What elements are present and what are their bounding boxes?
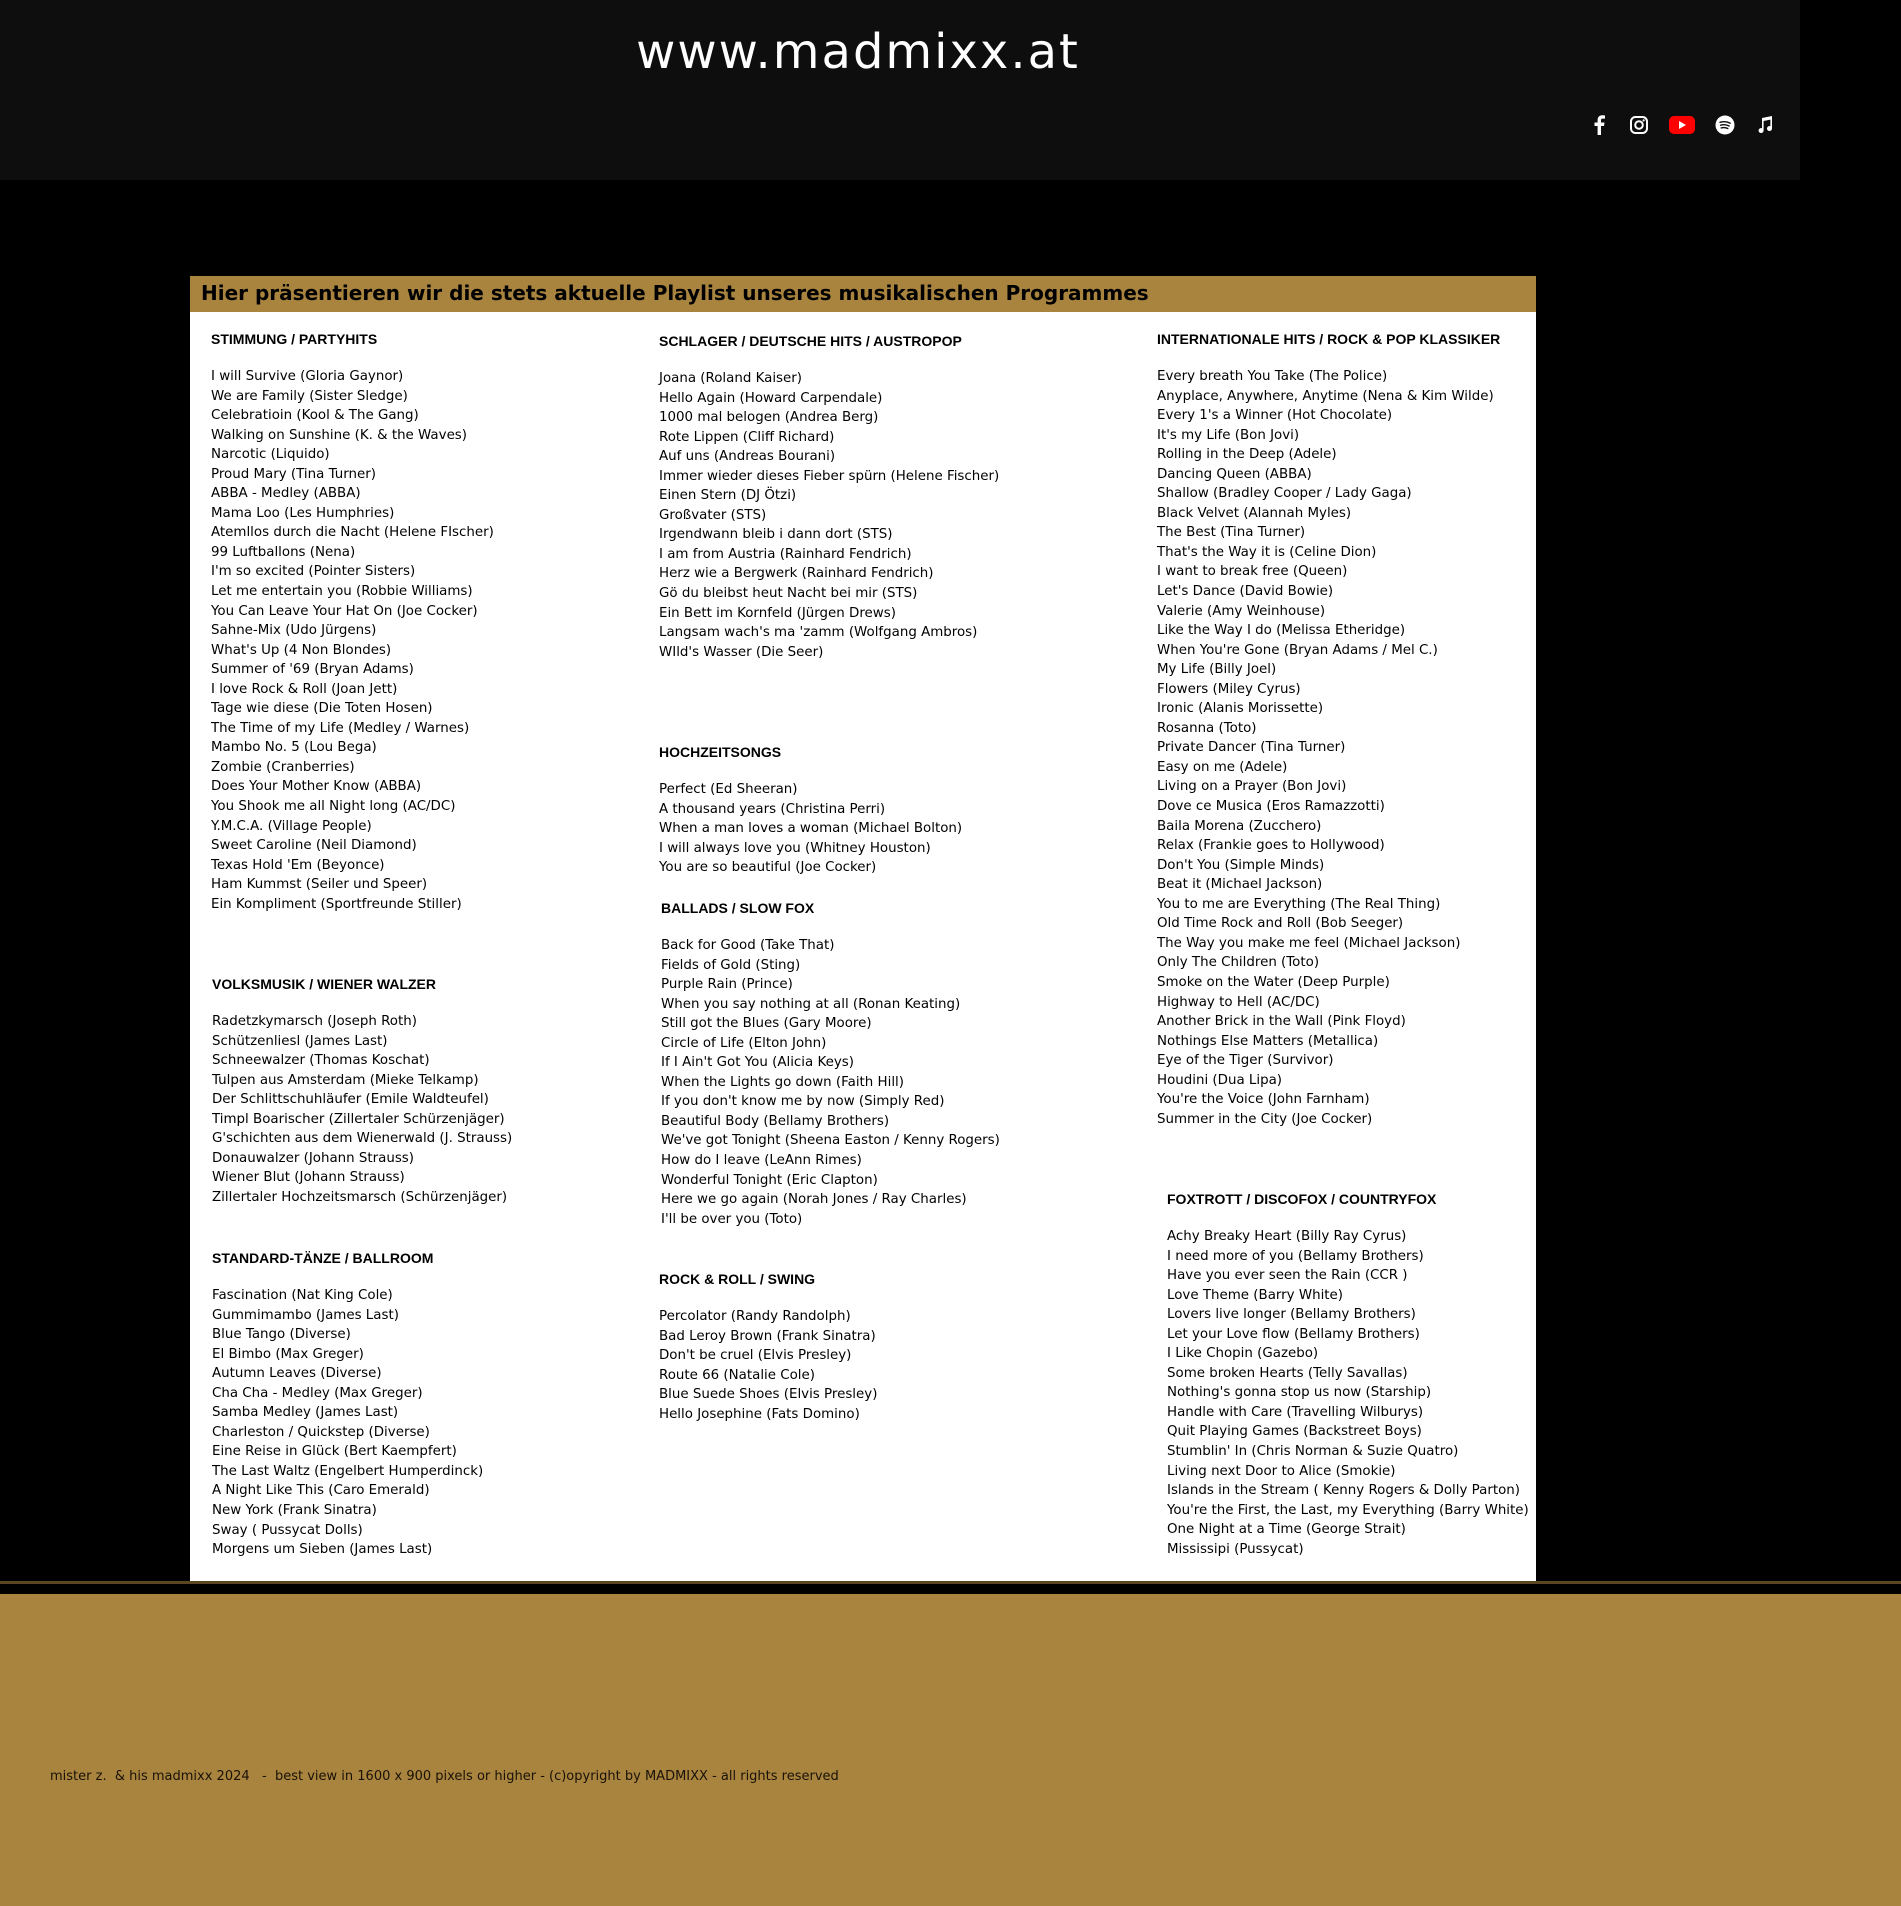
song-item: Smoke on the Water (Deep Purple) — [1157, 974, 1390, 990]
song-item: Fields of Gold (Sting) — [661, 957, 801, 973]
song-item: Celebratioin (Kool & The Gang) — [211, 408, 419, 424]
song-item: Blue Suede Shoes (Elvis Presley) — [659, 1387, 878, 1403]
song-item: Ein Kompliment (Sportfreunde Stiller) — [211, 896, 462, 912]
song-item: El Bimbo (Max Greger) — [212, 1346, 364, 1362]
song-item: Lovers live longer (Bellamy Brothers) — [1167, 1307, 1416, 1323]
song-item: Like the Way I do (Melissa Etheridge) — [1157, 623, 1406, 639]
song-item: WIld's Wasser (Die Seer) — [659, 644, 824, 660]
song-item: Auf uns (Andreas Bourani) — [659, 449, 836, 465]
song-item: When the Lights go down (Faith Hill) — [661, 1074, 904, 1090]
song-item: A Night Like This (Caro Emerald) — [212, 1483, 430, 1499]
song-item: Morgens um Sieben (James Last) — [212, 1542, 433, 1558]
song-item: Y.M.C.A. (Village People) — [211, 818, 372, 834]
song-item: Ein Bett im Kornfeld (Jürgen Drews) — [659, 605, 896, 621]
song-item: Samba Medley (James Last) — [212, 1405, 399, 1421]
song-item: Großvater (STS) — [659, 507, 767, 523]
song-item: I love Rock & Roll (Joan Jett) — [211, 681, 398, 697]
song-item: I'll be over you (Toto) — [661, 1211, 803, 1227]
song-item: Ironic (Alanis Morissette) — [1157, 701, 1324, 717]
song-item: Timpl Boarischer (Zillertaler Schürzenjäger) — [212, 1111, 505, 1127]
song-item: When a man loves a woman (Michael Bolton) — [659, 821, 963, 837]
song-item: G'schichten aus dem Wienerwald (J. Strauss) — [212, 1131, 513, 1147]
song-item: It's my Life (Bon Jovi) — [1157, 427, 1300, 443]
song-item: You're the First, the Last, my Everything (Barry White) — [1167, 1502, 1529, 1518]
song-item: Here we go again (Norah Jones / Ray Charles) — [661, 1192, 967, 1208]
song-item: A thousand years (Christina Perri) — [659, 801, 886, 817]
song-item: You Shook me all Night long (AC/DC) — [211, 799, 456, 815]
song-item: Flowers (Miley Cyrus) — [1157, 681, 1301, 697]
song-item: Beat it (Michael Jackson) — [1157, 877, 1323, 893]
song-item: Tage wie diese (Die Toten Hosen) — [211, 701, 433, 717]
song-item: What's Up (4 Non Blondes) — [211, 642, 392, 658]
youtube-icon[interactable] — [1664, 113, 1700, 137]
song-item: Private Dancer (Tina Turner) — [1157, 740, 1346, 756]
section-title: STANDARD-TÄNZE / BALLROOM — [212, 1250, 434, 1266]
song-item: Let's Dance (David Bowie) — [1157, 584, 1334, 600]
song-item: Hello Again (Howard Carpendale) — [659, 390, 883, 406]
song-item: I am from Austria (Rainhard Fendrich) — [659, 546, 912, 562]
song-item: Have you ever seen the Rain (CCR ) — [1167, 1268, 1408, 1284]
song-item: Black Velvet (Alannah Myles) — [1157, 505, 1352, 521]
song-item: My Life (Billy Joel) — [1157, 662, 1277, 678]
song-item: Schützenliesl (James Last) — [212, 1033, 388, 1049]
song-item: Every breath You Take (The Police) — [1157, 369, 1388, 384]
song-item: Another Brick in the Wall (Pink Floyd) — [1157, 1014, 1406, 1030]
song-item: Perfect (Ed Sheeran) — [659, 782, 798, 797]
song-item: We are Family (Sister Sledge) — [211, 388, 408, 404]
song-item: Don't You (Simple Minds) — [1157, 857, 1325, 873]
section-title: FOXTROTT / DISCOFOX / COUNTRYFOX — [1167, 1191, 1437, 1207]
song-item: Still got the Blues (Gary Moore) — [661, 1016, 872, 1032]
site-header — [0, 0, 1800, 180]
playlist-panel — [190, 276, 1536, 1581]
song-item: Living on a Prayer (Bon Jovi) — [1157, 779, 1347, 795]
song-item: Let me entertain you (Robbie Williams) — [211, 584, 473, 600]
song-item: Islands in the Stream ( Kenny Rogers & Dolly Parton) — [1167, 1483, 1520, 1499]
song-item: Ham Kummst (Seiler und Speer) — [211, 877, 428, 893]
song-item: Let your Love flow (Bellamy Brothers) — [1167, 1326, 1420, 1342]
song-item: Gummimambo (James Last) — [212, 1307, 399, 1323]
song-item: Narcotic (Liquido) — [211, 447, 330, 463]
song-item: Eine Reise in Glück (Bert Kaempfert) — [212, 1444, 457, 1460]
song-item: Relax (Frankie goes to Hollywood) — [1157, 838, 1385, 854]
song-item: Einen Stern (DJ Ötzi) — [659, 488, 797, 504]
song-item: Bad Leroy Brown (Frank Sinatra) — [659, 1328, 876, 1344]
song-item: Zombie (Cranberries) — [211, 759, 355, 775]
site-title[interactable]: www.madmixx.at — [636, 24, 1080, 80]
spotify-icon[interactable] — [1710, 113, 1740, 137]
section-standard — [212, 1250, 483, 1560]
section-rocknroll — [659, 1271, 877, 1424]
song-item: Sweet Caroline (Neil Diamond) — [211, 838, 417, 854]
song-item: Wiener Blut (Johann Strauss) — [212, 1170, 405, 1186]
song-item: Blue Tango (Diverse) — [212, 1327, 351, 1343]
section-hochzeit — [659, 744, 962, 878]
song-item: We've got Tonight (Sheena Easton / Kenny Rogers) — [661, 1133, 1000, 1149]
song-item: Rolling in the Deep (Adele) — [1157, 447, 1337, 463]
section-international — [1157, 331, 1500, 1129]
facebook-icon[interactable] — [1584, 113, 1614, 137]
song-item: Autumn Leaves (Diverse) — [212, 1366, 382, 1382]
song-item: Some broken Hearts (Telly Savallas) — [1167, 1365, 1408, 1381]
section-title: BALLADS / SLOW FOX — [661, 900, 815, 916]
song-item: Texas Hold 'Em (Beyonce) — [211, 857, 385, 873]
section-title: INTERNATIONALE HITS / ROCK & POP KLASSIKER — [1157, 331, 1501, 347]
section-title: SCHLAGER / DEUTSCHE HITS / AUSTROPOP — [659, 333, 962, 349]
song-item: ABBA - Medley (ABBA) — [211, 486, 361, 502]
song-item: Fascination (Nat King Cole) — [212, 1288, 393, 1303]
song-item: When You're Gone (Bryan Adams / Mel C.) — [1157, 642, 1438, 658]
section-title: ROCK & ROLL / SWING — [659, 1271, 816, 1287]
song-item: Circle of Life (Elton John) — [661, 1035, 827, 1051]
song-item: Proud Mary (Tina Turner) — [211, 466, 376, 482]
music-note-icon[interactable] — [1750, 113, 1780, 137]
song-item: Percolator (Randy Randolph) — [659, 1309, 851, 1324]
song-item: Atemllos durch die Nacht (Helene FIscher) — [211, 525, 494, 541]
copyright-text: mister z. & his madmixx 2024 - best view in 1600 x 900 pixels or higher - (c)opyright by MADMIXX - all rights reserved — [50, 1769, 839, 1784]
song-item: 1000 mal belogen (Andrea Berg) — [659, 410, 879, 426]
song-item: If you don't know me by now (Simply Red) — [661, 1094, 945, 1110]
song-item: Langsam wach's ma 'zamm (Wolfgang Ambros) — [659, 625, 978, 641]
song-item: Herz wie a Bergwerk (Rainhard Fendrich) — [659, 566, 934, 582]
song-item: Joana (Roland Kaiser) — [659, 371, 803, 386]
song-item: Baila Morena (Zucchero) — [1157, 818, 1322, 834]
song-item: Tulpen aus Amsterdam (Mieke Telkamp) — [212, 1072, 479, 1088]
song-item: Mama Loo (Les Humphries) — [211, 505, 395, 521]
divider — [0, 1581, 1901, 1584]
song-item: Nothings Else Matters (Metallica) — [1157, 1033, 1379, 1049]
song-item: Sahne-Mix (Udo Jürgens) — [211, 623, 377, 639]
song-item: Summer of '69 (Bryan Adams) — [211, 662, 414, 678]
song-item: Route 66 (Natalie Cole) — [659, 1367, 815, 1383]
song-item: Highway to Hell (AC/DC) — [1157, 994, 1320, 1010]
song-item: Living next Door to Alice (Smokie) — [1167, 1463, 1396, 1479]
song-item: Der Schlittschuhläufer (Emile Waldteufel) — [212, 1092, 489, 1108]
section-title: VOLKSMUSIK / WIENER WALZER — [212, 976, 436, 992]
song-item: I'm so excited (Pointer Sisters) — [211, 564, 416, 580]
song-item: That's the Way it is (Celine Dion) — [1157, 544, 1377, 560]
song-item: 99 Luftballons (Nena) — [211, 544, 356, 560]
song-item: Dove ce Musica (Eros Ramazzotti) — [1157, 799, 1385, 815]
song-item: I need more of you (Bellamy Brothers) — [1167, 1248, 1424, 1264]
song-item: You're the Voice (John Farnham) — [1157, 1092, 1370, 1108]
song-item: You are so beautiful (Joe Cocker) — [659, 860, 877, 876]
song-item: Mississipi (Pussycat) — [1167, 1541, 1304, 1557]
song-item: How do I leave (LeAnn Rimes) — [661, 1153, 862, 1169]
song-item: New York (Frank Sinatra) — [212, 1503, 377, 1519]
song-item: The Time of my Life (Medley / Warnes) — [211, 720, 470, 736]
song-item: The Best (Tina Turner) — [1157, 525, 1306, 541]
song-item: I will always love you (Whitney Houston) — [659, 840, 931, 856]
playlist-title: Hier präsentieren wir die stets aktuelle Playlist unseres musikalischen Programmes — [190, 276, 1536, 312]
instagram-icon[interactable] — [1624, 113, 1654, 137]
song-item: Nothing's gonna stop us now (Starship) — [1167, 1385, 1432, 1401]
song-item: Mambo No. 5 (Lou Bega) — [211, 740, 377, 756]
song-item: Love Theme (Barry White) — [1167, 1287, 1344, 1303]
song-item: Achy Breaky Heart (Billy Ray Cyrus) — [1167, 1229, 1407, 1244]
song-item: Rote Lippen (Cliff Richard) — [659, 429, 835, 445]
section-title: STIMMUNG / PARTYHITS — [211, 331, 378, 347]
song-item: Radetzkymarsch (Joseph Roth) — [212, 1014, 417, 1029]
song-item: When you say nothing at all (Ronan Keating) — [661, 996, 961, 1012]
song-item: Old Time Rock and Roll (Bob Seeger) — [1157, 916, 1404, 932]
song-item: Anyplace, Anywhere, Anytime (Nena & Kim Wilde) — [1157, 388, 1494, 404]
song-item: Hello Josephine (Fats Domino) — [659, 1406, 860, 1422]
song-item: Don't be cruel (Elvis Presley) — [659, 1348, 852, 1364]
song-item: Sway ( Pussycat Dolls) — [212, 1522, 363, 1538]
song-item: I Like Chopin (Gazebo) — [1167, 1346, 1319, 1362]
song-item: Beautiful Body (Bellamy Brothers) — [661, 1113, 890, 1129]
section-stimmung — [211, 331, 494, 914]
song-item: Walking on Sunshine (K. & the Waves) — [211, 427, 468, 443]
song-item: One Night at a Time (George Strait) — [1167, 1522, 1406, 1538]
song-item: Zillertaler Hochzeitsmarsch (Schürzenjäger) — [212, 1189, 508, 1205]
song-item: Gö du bleibst heut Nacht bei mir (STS) — [659, 586, 918, 602]
song-item: Rosanna (Toto) — [1157, 720, 1257, 736]
song-item: Immer wieder dieses Fieber spürn (Helene Fischer) — [659, 468, 1000, 484]
section-volksmusik — [212, 976, 512, 1207]
song-item: I will Survive (Gloria Gaynor) — [211, 369, 404, 384]
section-title: HOCHZEITSONGS — [659, 744, 782, 760]
social-bar — [1584, 113, 1780, 137]
song-item: The Last Waltz (Engelbert Humperdinck) — [212, 1463, 484, 1479]
song-item: Handle with Care (Travelling Wilburys) — [1167, 1404, 1424, 1420]
song-item: Charleston / Quickstep (Diverse) — [212, 1424, 430, 1440]
song-item: Only The Children (Toto) — [1157, 955, 1320, 971]
song-item: Eye of the Tiger (Survivor) — [1157, 1053, 1334, 1069]
song-item: Irgendwann bleib i dann dort (STS) — [659, 527, 893, 543]
song-item: You Can Leave Your Hat On (Joe Cocker) — [211, 603, 478, 619]
song-item: Houdini (Dua Lipa) — [1157, 1072, 1283, 1088]
site-footer — [0, 1594, 1901, 1906]
song-item: You to me are Everything (The Real Thing) — [1157, 896, 1441, 912]
song-item: If I Ain't Got You (Alicia Keys) — [661, 1055, 854, 1071]
song-item: Dancing Queen (ABBA) — [1157, 466, 1312, 482]
song-item: Every 1's a Winner (Hot Chocolate) — [1157, 408, 1393, 424]
song-item: Schneewalzer (Thomas Koschat) — [212, 1053, 430, 1069]
song-item: I want to break free (Queen) — [1157, 564, 1348, 580]
song-item: Summer in the City (Joe Cocker) — [1157, 1111, 1373, 1127]
song-item: Easy on me (Adele) — [1157, 759, 1288, 775]
section-ballads — [661, 900, 1000, 1229]
section-schlager — [659, 333, 999, 662]
song-item: Wonderful Tonight (Eric Clapton) — [661, 1172, 878, 1188]
song-item: Stumblin' In (Chris Norman & Suzie Quatro) — [1167, 1444, 1459, 1460]
song-item: Purple Rain (Prince) — [661, 977, 793, 993]
section-foxtrott — [1167, 1191, 1529, 1559]
song-item: The Way you make me feel (Michael Jackson) — [1157, 935, 1461, 951]
song-item: Cha Cha - Medley (Max Greger) — [212, 1385, 423, 1401]
song-item: Donauwalzer (Johann Strauss) — [212, 1150, 415, 1166]
song-item: Back for Good (Take That) — [661, 938, 835, 953]
song-item: Shallow (Bradley Cooper / Lady Gaga) — [1157, 486, 1412, 502]
song-item: Quit Playing Games (Backstreet Boys) — [1167, 1424, 1422, 1440]
song-item: Does Your Mother Know (ABBA) — [211, 779, 422, 795]
song-item: Valerie (Amy Weinhouse) — [1157, 603, 1326, 619]
